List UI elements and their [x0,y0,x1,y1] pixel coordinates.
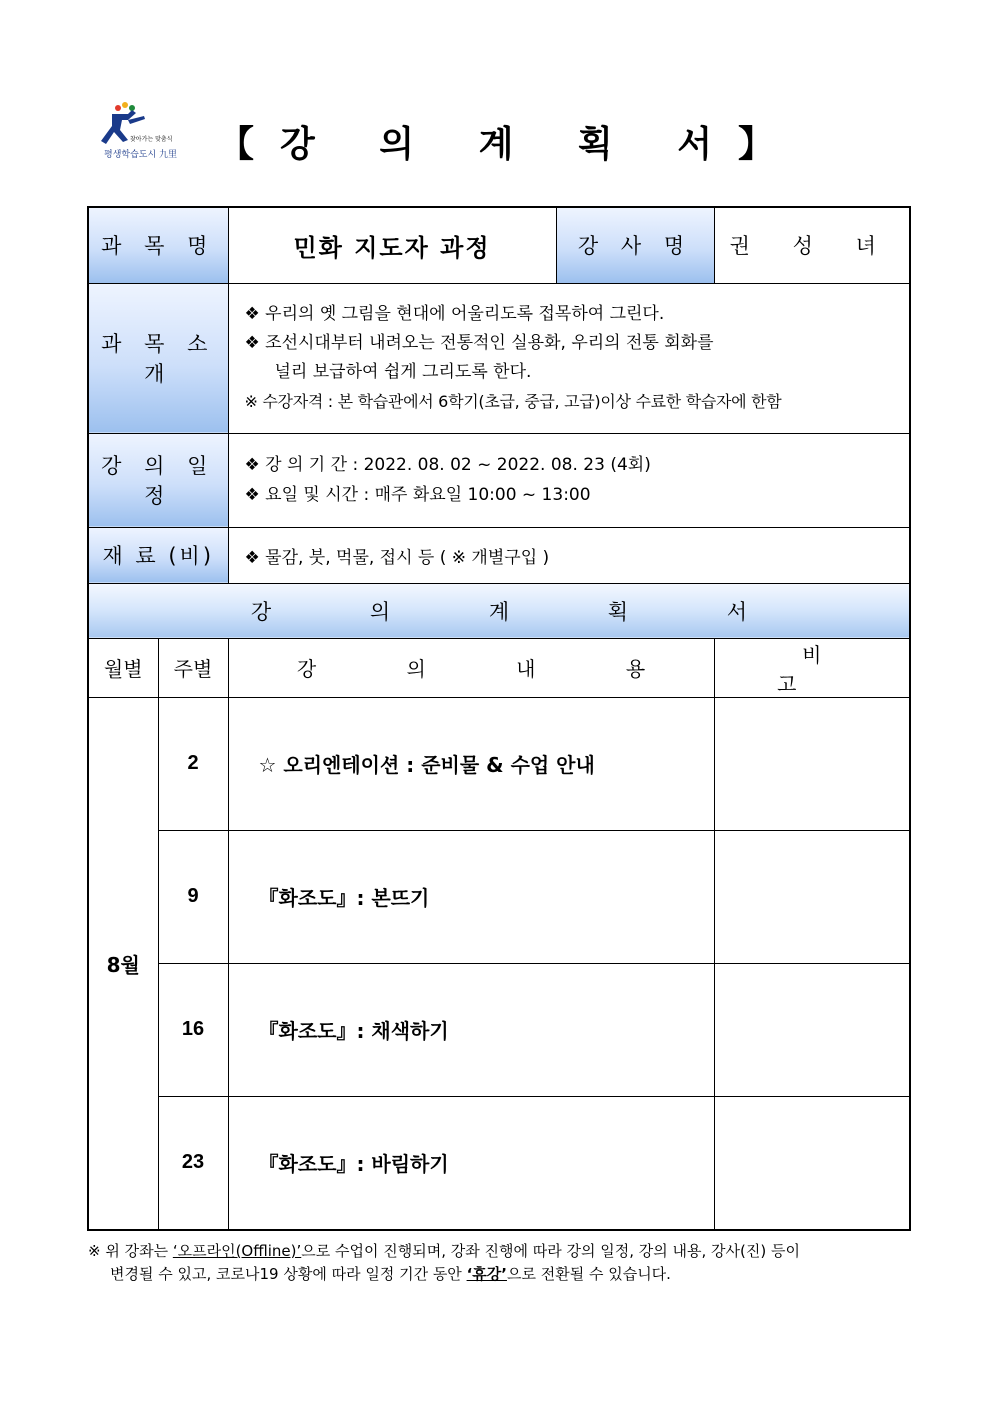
intro-content [228,283,910,433]
eligibility-note: ※ 수강자격 : 본 학습관에서 6학기(초급, 중급, 고급)이상 수료한 학습자에 한함 [244,392,782,411]
footnote-line-1: ※ 위 강좌는 ‘오프라인(Offline)’으로 수업이 진행되며, 강좌 진행에 따라 강의 일정, 강의 내용, 강사(진) 등이 [88,1242,800,1260]
column-week: 주별 [158,638,228,697]
note-cell [714,1096,910,1230]
week-cell: 16 [158,963,228,1096]
instructor-label: 강 사 명 [556,207,714,283]
logo-city-name: 평생학습도시 九里 [104,150,178,160]
schedule-label: 강 의 일 정 [88,433,228,527]
footnote [88,1240,918,1286]
intro-line: ❖ 우리의 옛 그림을 현대에 어울리도록 접목하여 그린다. [244,304,665,324]
subject-label: 과 목 명 [88,207,228,283]
materials-value: ❖ 물감, 붓, 먹물, 접시 등 ( ※ 개별구입 ) [228,527,910,583]
table-row [88,963,910,1096]
week-cell: 2 [158,697,228,830]
schedule-period: ❖ 강 의 기 간 : 2022. 08. 02 ~ 2022. 08. 23 (4회) [244,455,651,475]
document-title: 【강 의 계 획 서】 [217,124,800,165]
content-cell: 『화조도』: 채색하기 [228,963,714,1096]
content-cell: ☆ 오리엔테이션 : 준비물 & 수업 안내 [228,697,714,830]
note-cell [714,697,910,830]
holiday-emphasis: ‘휴강’ [466,1265,507,1283]
table-row [88,1096,910,1230]
materials-label: 재 료 (비) [88,527,228,583]
subject-value: 민화 지도자 과정 [228,207,556,283]
logo-slogan: 찾아가는 맞춤식 [130,136,173,143]
intro-line: ❖ 조선시대부터 내려오는 전통적인 실용화, 우리의 전통 회화를 [244,333,714,353]
column-month: 월별 [88,638,158,697]
footnote-line-2: 변경될 수 있고, 코로나19 상황에 따라 일정 기간 동안 ‘휴강’으로 전환될 수 있습니다. [110,1265,671,1283]
week-cell: 9 [158,830,228,963]
table-row [88,830,910,963]
column-content: 강 의 내 용 [228,638,714,697]
lecture-plan-table [87,206,911,1231]
offline-emphasis: ‘오프라인(Offline)’ [172,1242,302,1260]
week-cell: 23 [158,1096,228,1230]
month-cell: 8월 [88,697,158,1230]
table-row [88,697,910,830]
schedule-content [228,433,910,527]
intro-label: 과 목 소 개 [88,283,228,433]
note-cell [714,830,910,963]
intro-line: 널리 보급하여 쉽게 그리도록 한다. [274,362,532,382]
content-cell: 『화조도』: 바림하기 [228,1096,714,1230]
schedule-time: ❖ 요일 및 시간 : 매주 화요일 10:00 ~ 13:00 [244,485,591,505]
plan-section-header: 강 의 계 획 서 [88,583,910,638]
instructor-value: 권 성 녀 [714,207,910,283]
note-cell [714,963,910,1096]
column-note: 비 고 [714,638,910,697]
content-cell: 『화조도』: 본뜨기 [228,830,714,963]
